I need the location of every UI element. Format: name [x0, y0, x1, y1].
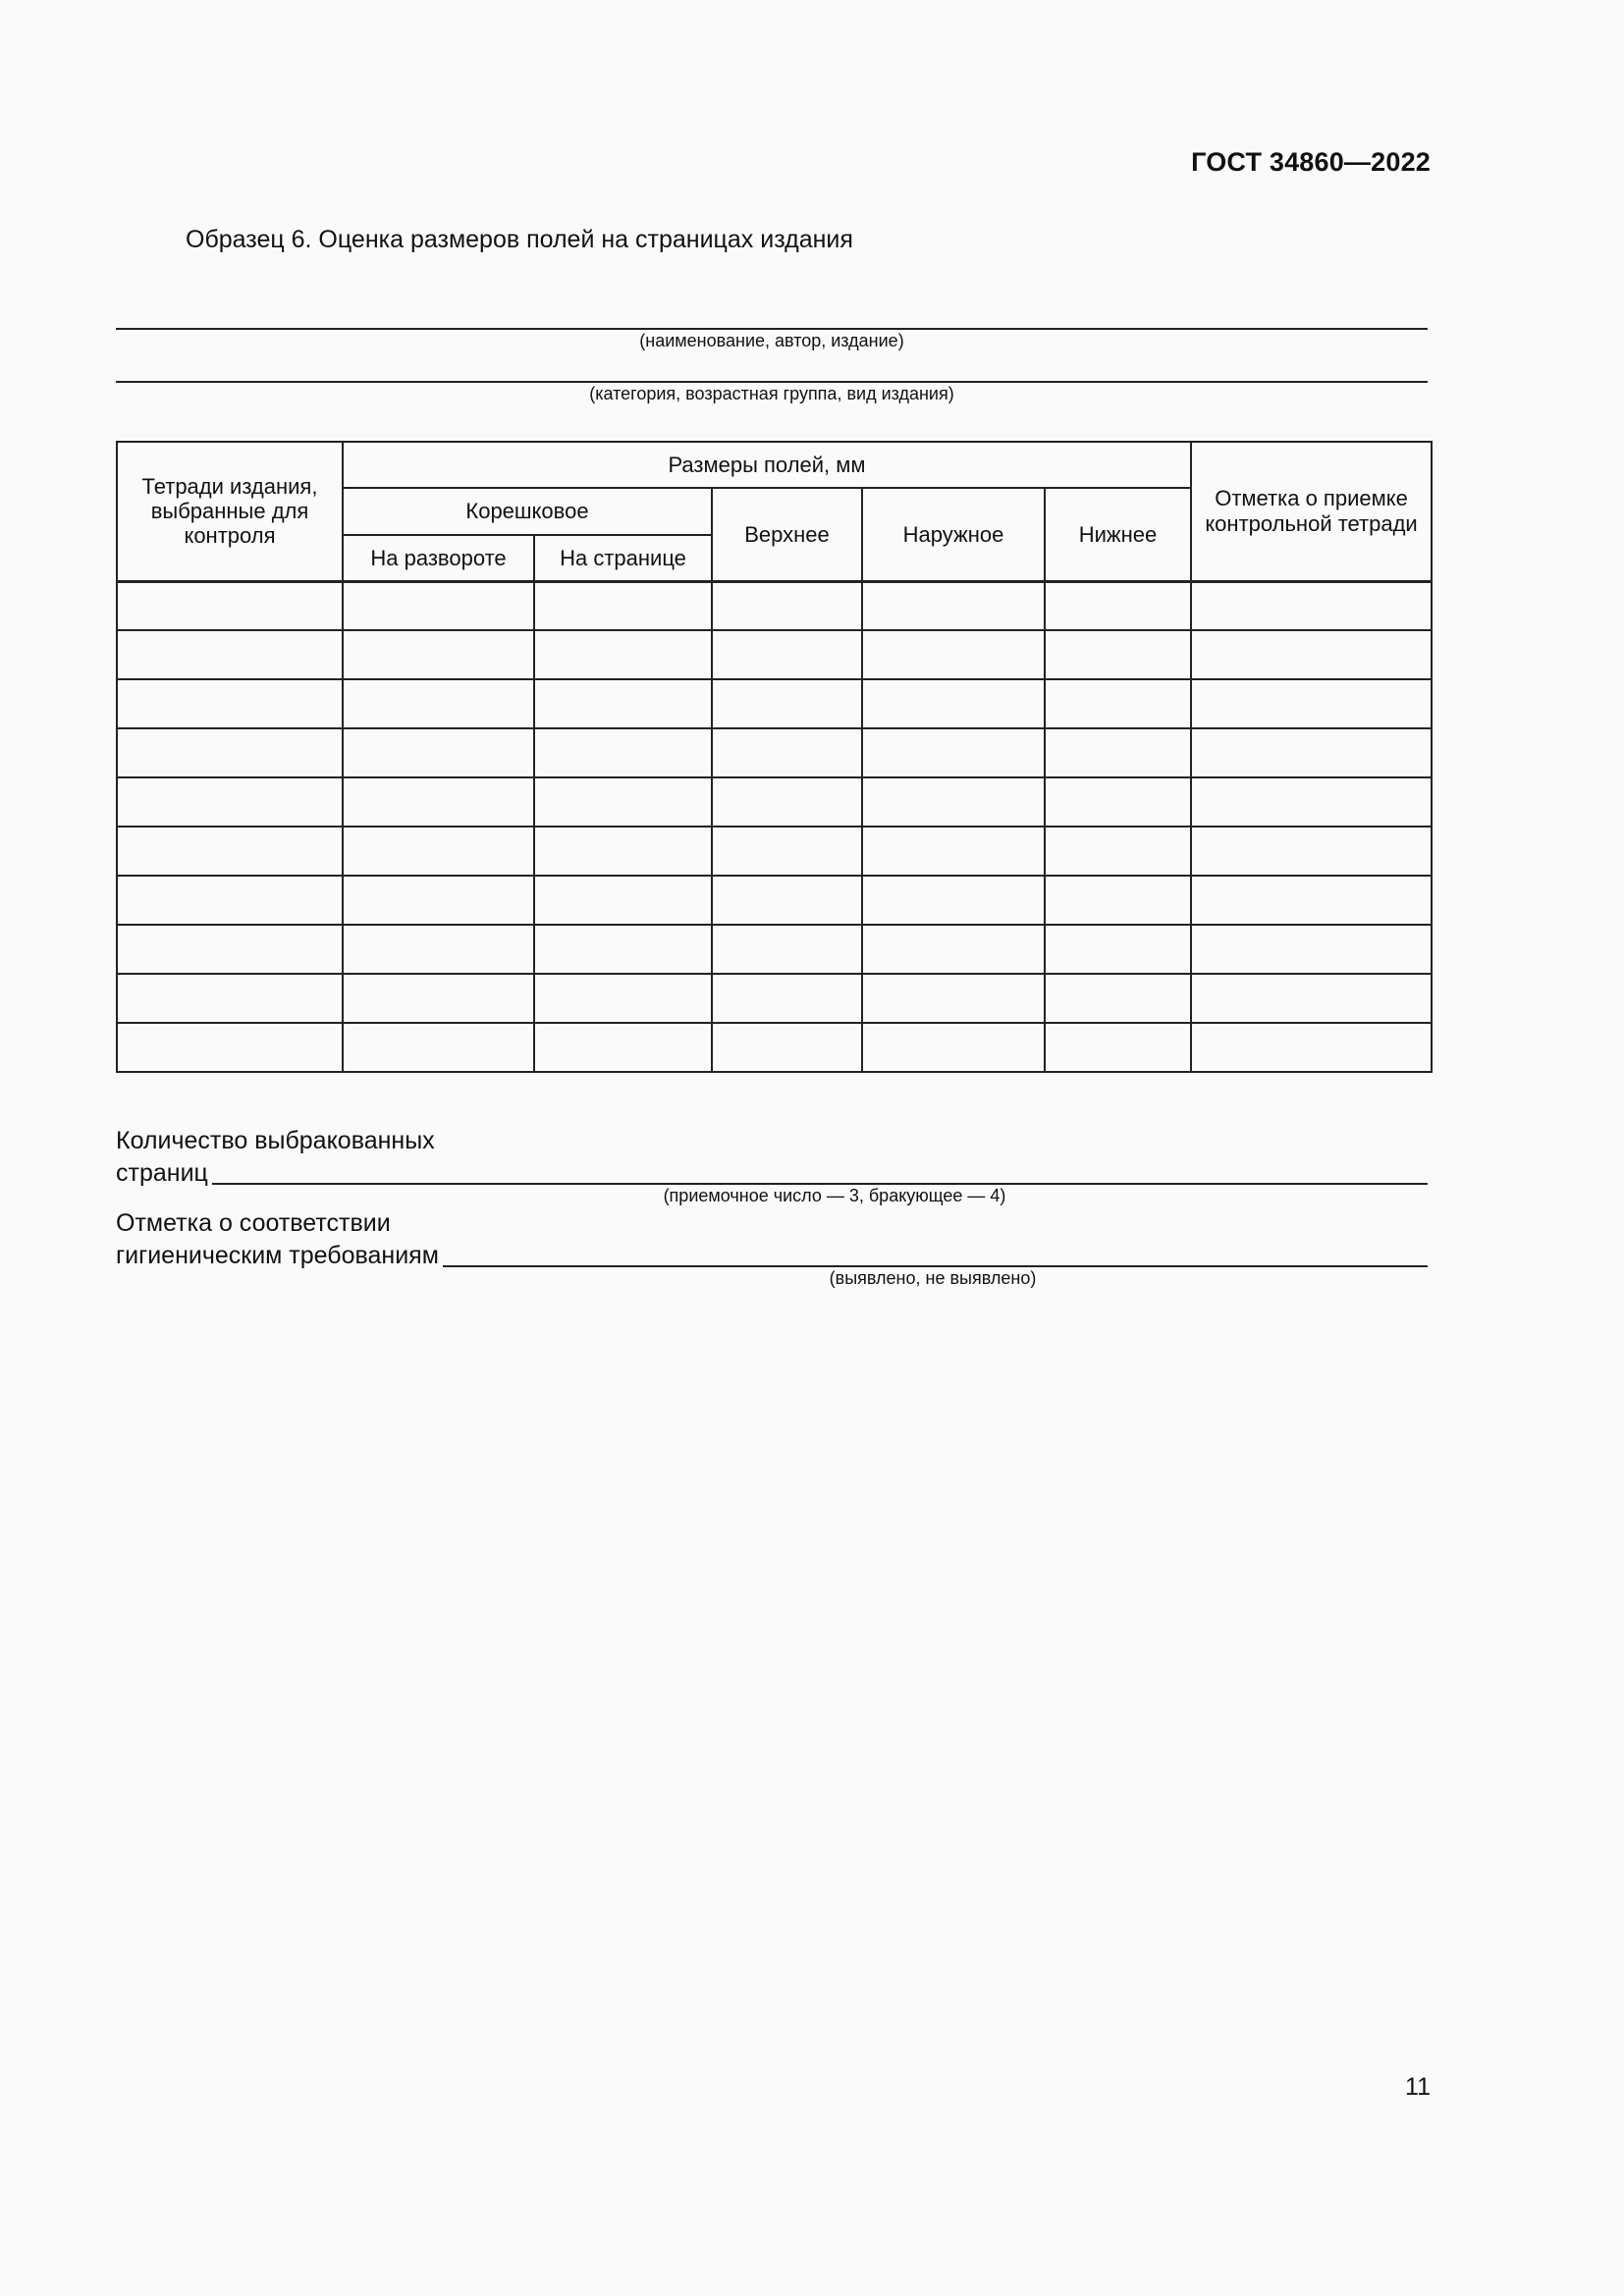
header-on-spread: На развороте	[343, 535, 534, 581]
table-cell	[534, 827, 712, 876]
table-cell	[117, 974, 343, 1023]
table-cell	[862, 1023, 1045, 1072]
rejected-pages-label-line1: Количество выбракованных	[116, 1127, 435, 1154]
hygiene-label-line2: гигиеническим требованиям	[116, 1242, 439, 1269]
table-cell	[343, 581, 534, 630]
table-cell	[534, 925, 712, 974]
table-cell	[712, 925, 862, 974]
table-row	[117, 827, 1432, 876]
table-row	[117, 728, 1432, 777]
table-cell	[117, 1023, 343, 1072]
table-row	[117, 581, 1432, 630]
table-cell	[117, 777, 343, 827]
category-age-type-caption: (категория, возрастная группа, вид издания)	[589, 384, 954, 403]
table-cell	[1045, 925, 1191, 974]
table-cell	[1045, 876, 1191, 925]
header-outer-margin: Наружное	[862, 488, 1045, 581]
table-cell	[712, 679, 862, 728]
table-cell	[1045, 581, 1191, 630]
table-cell	[1191, 581, 1432, 630]
table-cell	[534, 777, 712, 827]
table-cell	[712, 974, 862, 1023]
header-on-page: На странице	[534, 535, 712, 581]
name-author-edition-line	[116, 328, 1428, 330]
table-cell	[343, 630, 534, 679]
table-body	[117, 581, 1432, 1072]
table-cell	[712, 630, 862, 679]
table-cell	[862, 728, 1045, 777]
table-row	[117, 925, 1432, 974]
table-cell	[712, 827, 862, 876]
table-cell	[1191, 728, 1432, 777]
table-cell	[1045, 827, 1191, 876]
table-cell	[117, 679, 343, 728]
table-cell	[862, 876, 1045, 925]
hygiene-label-line1: Отметка о соответствии	[116, 1209, 391, 1237]
form-title: Образец 6. Оценка размеров полей на страницах издания	[186, 226, 853, 253]
header-spine-margin: Корешковое	[343, 488, 712, 535]
table-cell	[343, 679, 534, 728]
rejected-pages-caption: (приемочное число — 3, бракующее — 4)	[663, 1186, 1006, 1205]
table-row	[117, 1023, 1432, 1072]
table-cell	[862, 974, 1045, 1023]
table-row	[117, 974, 1432, 1023]
table-cell	[343, 974, 534, 1023]
table-cell	[343, 925, 534, 974]
table-cell	[1045, 777, 1191, 827]
table-cell	[117, 630, 343, 679]
name-author-edition-caption: (наименование, автор, издание)	[639, 331, 904, 350]
table-cell	[534, 876, 712, 925]
standard-code: ГОСТ 34860—2022	[1191, 147, 1431, 177]
table-cell	[1045, 630, 1191, 679]
table-cell	[117, 581, 343, 630]
header-margin-sizes: Размеры полей, мм	[343, 442, 1191, 488]
margins-evaluation-table	[116, 441, 1433, 1073]
table-cell	[862, 581, 1045, 630]
table-cell	[712, 728, 862, 777]
table-cell	[1191, 974, 1432, 1023]
header-bottom-margin: Нижнее	[1045, 488, 1191, 581]
table-cell	[712, 777, 862, 827]
table-cell	[1191, 925, 1432, 974]
table-cell	[1191, 679, 1432, 728]
table-cell	[343, 777, 534, 827]
category-age-type-line	[116, 381, 1428, 383]
header-acceptance-mark: Отметка о приемке контрольной тетради	[1191, 442, 1432, 581]
table-cell	[534, 974, 712, 1023]
table-row	[117, 876, 1432, 925]
table-cell	[1191, 1023, 1432, 1072]
table-cell	[534, 630, 712, 679]
table-cell	[117, 876, 343, 925]
table-cell	[1191, 827, 1432, 876]
table-row	[117, 679, 1432, 728]
table-cell	[712, 1023, 862, 1072]
table-cell	[862, 925, 1045, 974]
header-top-margin: Верхнее	[712, 488, 862, 581]
table-cell	[712, 581, 862, 630]
table-row	[117, 777, 1432, 827]
rejected-pages-label-line2: страниц	[116, 1159, 208, 1187]
table-cell	[534, 1023, 712, 1072]
table-cell	[1191, 777, 1432, 827]
table-cell	[117, 827, 343, 876]
page-number: 11	[1405, 2073, 1431, 2101]
table-cell	[343, 827, 534, 876]
hygiene-input-line	[443, 1265, 1428, 1267]
table-cell	[343, 876, 534, 925]
table-cell	[117, 925, 343, 974]
table-cell	[1045, 728, 1191, 777]
table-cell	[1191, 630, 1432, 679]
table-cell	[343, 728, 534, 777]
table-cell	[862, 827, 1045, 876]
table-cell	[712, 876, 862, 925]
rejected-pages-input-line	[212, 1183, 1428, 1185]
table-cell	[534, 581, 712, 630]
table-cell	[1045, 974, 1191, 1023]
table-cell	[1045, 679, 1191, 728]
table-cell	[862, 777, 1045, 827]
table-cell	[534, 728, 712, 777]
table-cell	[117, 728, 343, 777]
header-notebooks: Тетради издания, выбранные для контроля	[117, 442, 343, 581]
table-cell	[862, 679, 1045, 728]
table-cell	[1045, 1023, 1191, 1072]
table-cell	[534, 679, 712, 728]
table-cell	[862, 630, 1045, 679]
table-cell	[1191, 876, 1432, 925]
table-cell	[343, 1023, 534, 1072]
hygiene-caption: (выявлено, не выявлено)	[829, 1268, 1037, 1288]
table-row	[117, 630, 1432, 679]
